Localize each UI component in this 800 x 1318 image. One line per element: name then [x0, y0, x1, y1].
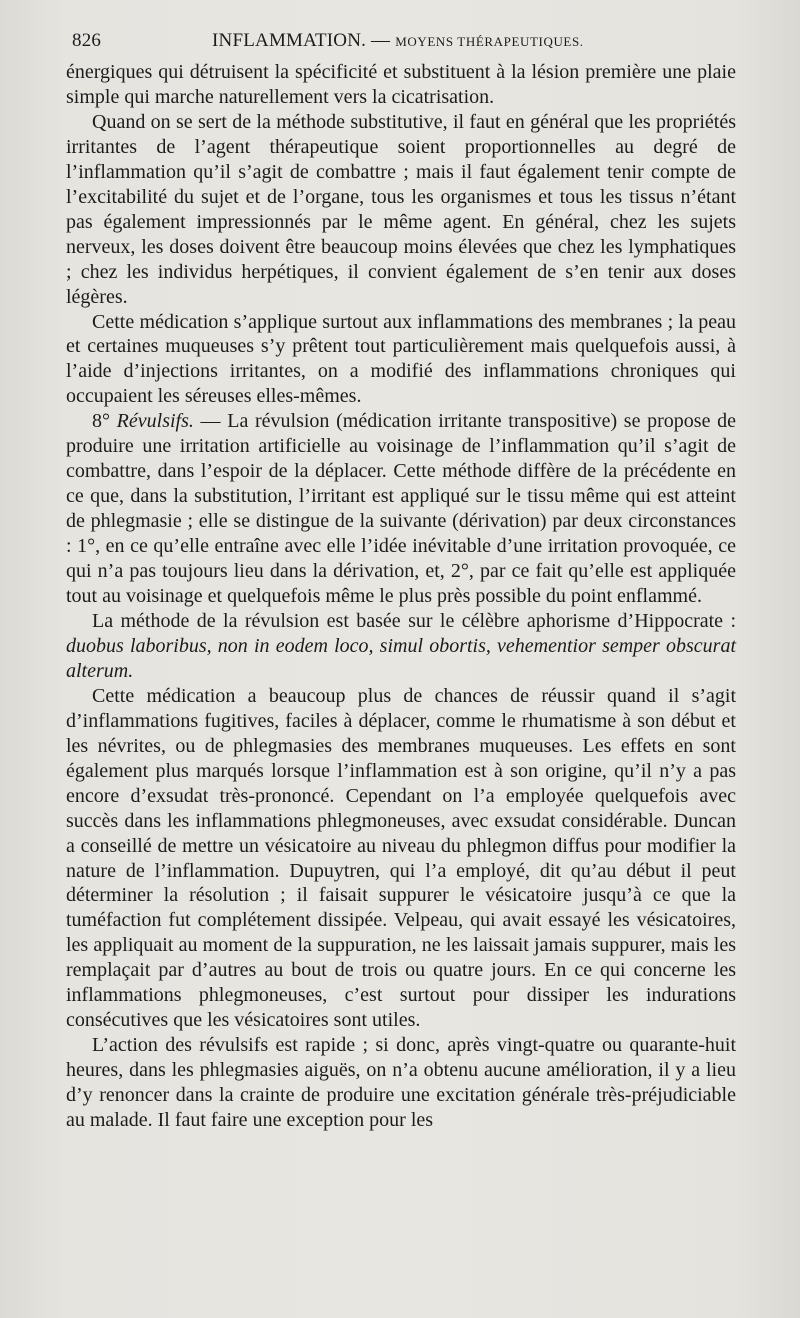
- latin-aphorism: duobus laboribus, non in eodem loco, simul obortis, vehementior semper obscurat alterum.: [66, 634, 736, 682]
- body-text: [66, 60, 736, 1133]
- paragraph-5-text: La méthode de la révulsion est basée sur le célèbre aphorisme d’Hippocrate :: [92, 609, 736, 632]
- chapter-title: INFLAMMATION.: [212, 30, 367, 51]
- section-heading: Révulsifs.: [116, 410, 194, 433]
- paragraph-4-text: — La révulsion (médication irritante transpositive) se propose de produire une irritation artificielle au voisinage de l’inflammation qu’il s’agit de combattre, dans l’espoir de la déplacer. Cette méthode diffère de la précédente en ce que, dans la substitution, l’irritant est appliqué sur le tissu même qui est atteint de phlegmasie ; elle se distingue de la suivante (dérivation) par deux circonstances : 1°, en ce qu’elle entraîne avec elle l’idée inévitable d’une irritation provoquée, ce qui n’a pas toujours lieu dans la dérivation, et, 2°, par ce fait qu’elle est appliquée tout au voisinage et quelquefois même le plus près possible du point enflammé.: [66, 410, 736, 608]
- paragraph-7: L’action des révulsifs est rapide ; si donc, après vingt-quatre ou quarante-huit heures, dans les phlegmasies aiguës, on n’a obtenu aucune amélioration, il y a lieu d’y renoncer dans la crainte de produire une excitation générale très-préjudiciable au malade. Il faut faire une exception pour les: [66, 1034, 736, 1132]
- title-dash: —: [371, 30, 391, 51]
- running-title: [212, 30, 584, 52]
- paragraph-1: énergiques qui détruisent la spécificité et substituent à la lésion première une plaie simple qui marche naturellement vers la cicatrisation.: [66, 61, 736, 108]
- paragraph-6: Cette médication a beaucoup plus de chances de réussir quand il s’agit d’inflammations fugitives, faciles à déplacer, comme le rhumatisme à son début et les névrites, ou de phlegmasies des membranes muqueuses. Les effets en sont également plus marqués lorsque l’inflammation est à son origine, qu’il n’y a pas encore d’exsudat très-prononcé. Cependant on l’a employée quelquefois avec succès dans les inflammations phlegmoneuses, avec exsudat considérable. Duncan a conseillé de mettre un vésicatoire au niveau du phlegmon diffus pour modifier la nature de l’inflammation. Dupuytren, qui l’a employé, dit qu’au début il peut déterminer la résolution ; il faisait suppurer le vésicatoire jusqu’à ce que la tuméfaction fut complétement dissipée. Velpeau, qui avait essayé les vésicatoires, les appliquait au moment de la suppuration, ne les laissait jamais suppurer, mais les remplaçait par d’autres au bout de trois ou quatre jours. En ce qui concerne les inflammations phlegmoneuses, c’est surtout pour dissiper les indurations consécutives que les vésicatoires sont utiles.: [66, 684, 736, 1032]
- paragraph-3: Cette médication s’applique surtout aux inflammations des membranes ; la peau et certaines muqueuses s’y prêtent tout particulièrement mais quelquefois aussi, à l’aide d’injections irritantes, on a modifié des inflammations chroniques qui occupaient les séreuses elles-mêmes.: [66, 310, 736, 408]
- running-header: [72, 30, 742, 56]
- page-number: 826: [72, 30, 102, 51]
- paragraph-4: [66, 409, 736, 609]
- paragraph-5: [66, 609, 736, 684]
- section-number: 8°: [92, 410, 110, 433]
- section-subtitle: MOYENS THÉRAPEUTIQUES.: [395, 34, 584, 49]
- paragraph-2: Quand on se sert de la méthode substitutive, il faut en général que les propriétés irritantes de l’agent thérapeutique soient proportionnelles au degré de l’inflammation qu’il s’agit de combattre ; mais il faut également tenir compte de l’excitabilité du sujet et de l’organe, tous les organismes et tous les tissus n’étant pas également impressionnés par le même agent. En général, chez les sujets nerveux, les doses doivent être beaucoup moins élevées que chez les lymphatiques ; chez les individus herpétiques, il convient également de s’en tenir aux doses légères.: [66, 110, 736, 308]
